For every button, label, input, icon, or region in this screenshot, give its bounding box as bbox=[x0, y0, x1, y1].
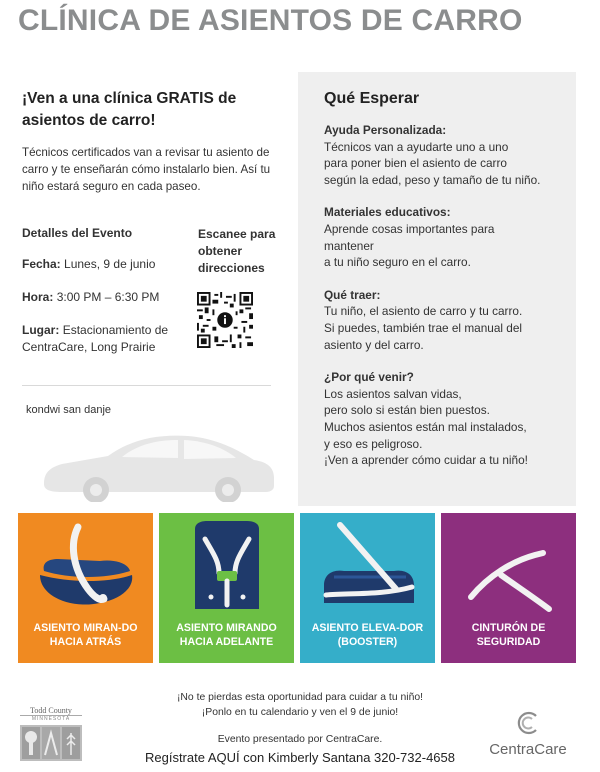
tile-rear-facing bbox=[18, 513, 153, 663]
section-title: Qué traer: bbox=[324, 287, 381, 302]
tile-label: ASIENTO MIRAN-DO HACIA ATRÁS bbox=[33, 622, 138, 648]
place-label: Lugar: bbox=[22, 323, 60, 337]
time-row bbox=[22, 289, 192, 306]
expect-section bbox=[324, 204, 562, 270]
footer-line: ¡No te pierdas esta oportunidad para cuidar a tu niño! bbox=[176, 692, 424, 703]
brand-name: CentraCare bbox=[489, 741, 567, 758]
tile-seatbelt bbox=[441, 513, 576, 663]
section-line: asiento y del carro. bbox=[324, 337, 424, 352]
section-line: y eso es peligroso. bbox=[324, 436, 423, 451]
centracare-mark-icon bbox=[515, 710, 541, 736]
time-value: 3:00 PM – 6:30 PM bbox=[56, 290, 160, 304]
footer-line: ¡Ponlo en tu calendario y ven el 9 de junio! bbox=[201, 707, 399, 718]
date-row bbox=[22, 256, 192, 273]
section-line: pero solo si están bien puestos. bbox=[324, 403, 490, 418]
rear-facing-seat-icon bbox=[18, 513, 153, 618]
expect-section bbox=[324, 287, 562, 353]
car-illustration bbox=[38, 428, 278, 502]
date-value: Lunes, 9 de junio bbox=[64, 257, 156, 271]
registration-line[interactable]: Regístrate AQUÍ con Kimberly Santana 320-732-4658 bbox=[144, 750, 455, 765]
tile-label: ASIENTO ELEVA-DOR (BOOSTER) bbox=[311, 622, 424, 648]
section-line: Muchos asientos están mal instalados, bbox=[324, 419, 527, 434]
expect-section bbox=[324, 369, 562, 469]
section-title: Ayuda Personalizada: bbox=[324, 123, 447, 137]
tile-label: CINTURÓN DE SEGURIDAD bbox=[471, 622, 546, 648]
section-line: Los asientos salvan vidas, bbox=[324, 386, 462, 401]
tile-label: ASIENTO MIRANDO HACIA ADELANTE bbox=[176, 622, 277, 648]
section-line: Técnicos van a ayudarte uno a uno bbox=[324, 139, 509, 154]
note-text: kondwi san danje bbox=[26, 404, 112, 416]
footer-message bbox=[150, 690, 450, 720]
what-to-expect-panel bbox=[298, 72, 576, 506]
section-line: mantener bbox=[324, 238, 374, 253]
section-line: según la edad, peso y tamaño de tu niño. bbox=[324, 172, 541, 187]
booster-seat-icon bbox=[300, 513, 435, 618]
centracare-logo bbox=[478, 710, 578, 758]
section-line: Si puedes, también trae el manual del bbox=[324, 320, 523, 335]
scan-instructions: Escanee para obtener direcciones bbox=[198, 227, 276, 275]
headline: ¡Ven a una clínica GRATIS de asientos de carro! bbox=[22, 90, 237, 129]
time-label: Hora: bbox=[22, 290, 54, 304]
divider bbox=[22, 385, 271, 386]
place-row bbox=[22, 322, 192, 356]
section-line: Aprende cosas importantes para bbox=[324, 221, 495, 236]
date-label: Fecha: bbox=[22, 257, 61, 271]
forward-facing-seat-icon bbox=[159, 513, 294, 618]
section-line: para poner bien el asiento de carro bbox=[324, 156, 507, 171]
presented-by: Evento presentado por CentraCare. bbox=[217, 734, 383, 745]
county-emblem-icon bbox=[20, 725, 82, 761]
section-title: Materiales educativos: bbox=[324, 205, 451, 220]
seatbelt-icon bbox=[441, 513, 576, 618]
county-name: Todd County bbox=[30, 706, 72, 715]
qr-code[interactable] bbox=[197, 292, 253, 348]
tile-forward-facing bbox=[159, 513, 294, 663]
section-line: ¡Ven a aprender cómo cuidar a tu niño! bbox=[324, 453, 528, 468]
page-title: CLÍNICA DE ASIENTOS DE CARRO bbox=[18, 4, 523, 37]
expect-heading: Qué Esperar bbox=[324, 90, 420, 107]
section-title: ¿Por qué venir? bbox=[324, 370, 414, 385]
county-state: MINNESOTA bbox=[20, 715, 82, 722]
intro-block bbox=[22, 88, 284, 195]
seat-type-tiles bbox=[18, 513, 576, 663]
section-line: a tu niño seguro en el carro. bbox=[324, 255, 471, 270]
tile-booster bbox=[300, 513, 435, 663]
section-line: Tu niño, el asiento de carro y tu carro. bbox=[324, 304, 523, 319]
intro-text: Técnicos certificados van a revisar tu asiento de carro y te enseñarán cómo instalarlo bien. Así tu niño estará seguro en cada paseo. bbox=[22, 146, 271, 193]
expect-section bbox=[324, 122, 562, 188]
place-value: Estacionamiento de CentraCare, Long Prairie bbox=[22, 323, 169, 354]
event-details bbox=[22, 226, 192, 356]
county-logo bbox=[20, 706, 82, 766]
details-heading: Detalles del Evento bbox=[22, 226, 133, 240]
